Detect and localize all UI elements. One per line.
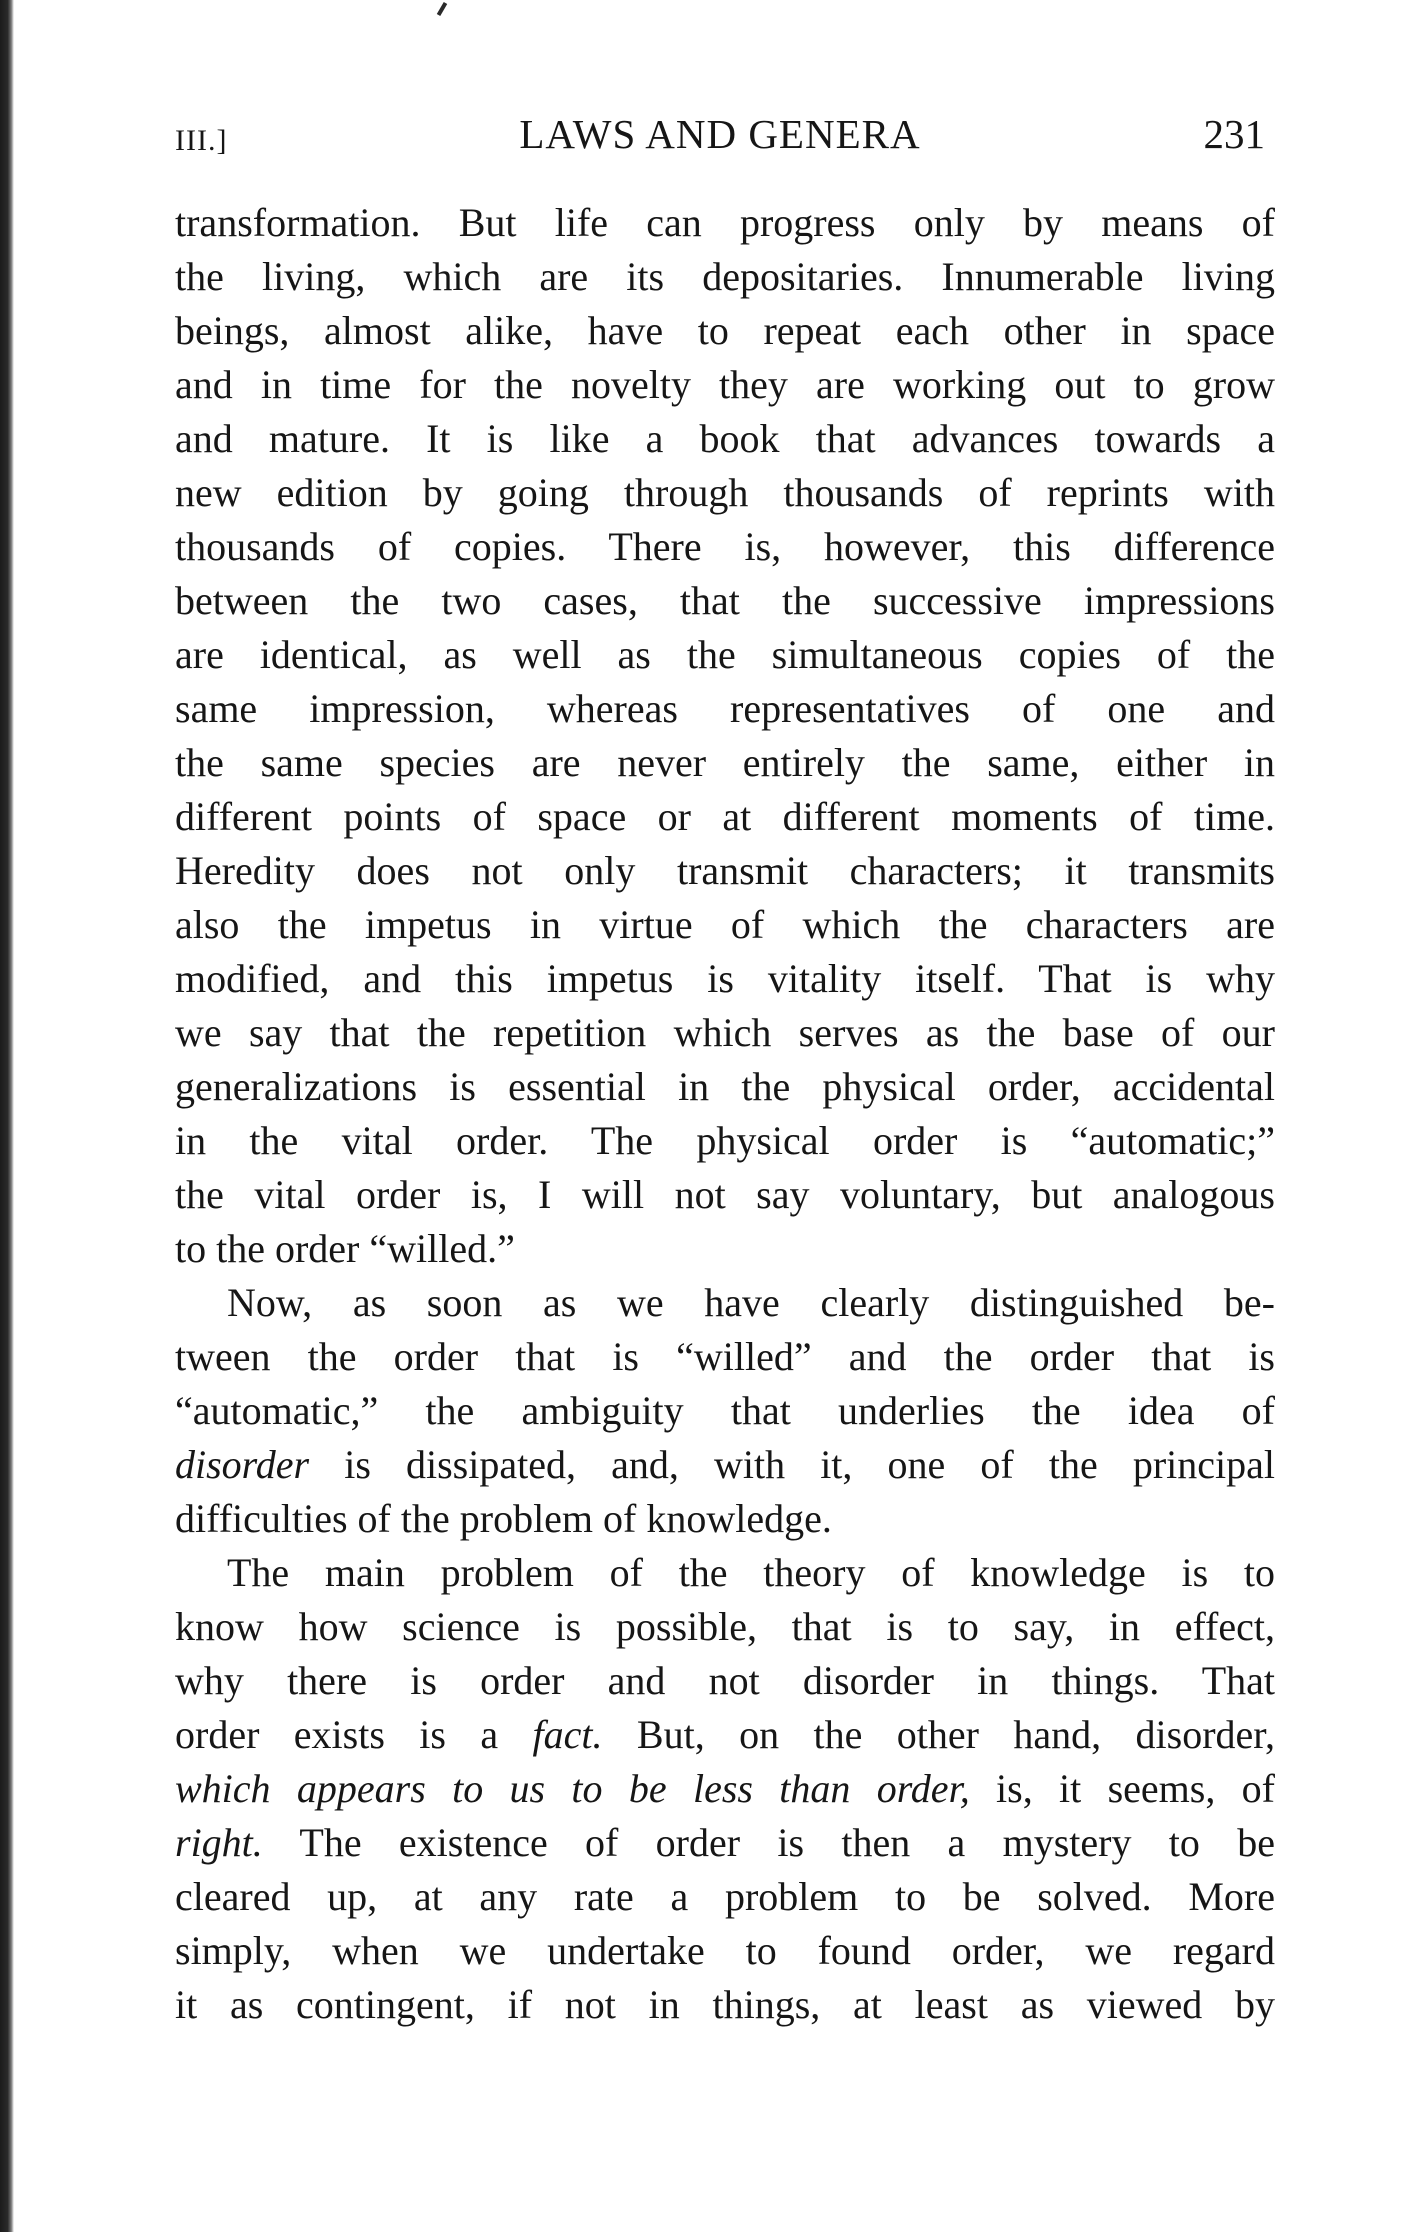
text-line: [175, 1762, 1275, 1816]
text-line: [175, 1816, 1275, 1870]
text-line: and mature. It is like a book that advances towards a: [175, 416, 1275, 461]
italic-term: right.: [175, 1820, 263, 1865]
text-span: is dissipated, and, with it, one of the principal: [309, 1442, 1275, 1487]
text-line: why there is order and not disorder in things. That: [175, 1658, 1275, 1703]
text-line: beings, almost alike, have to repeat each other in space: [175, 308, 1275, 353]
text-line: [175, 1708, 1275, 1762]
page-number: 231: [1203, 111, 1265, 157]
text-line: Now, as soon as we have clearly distinguished be-: [227, 1280, 1275, 1325]
text-line: The main problem of the theory of knowledge is to: [227, 1550, 1275, 1595]
text-line: generalizations is essential in the physical order, accidental: [175, 1064, 1275, 1109]
text-line: tween the order that is “willed” and the order that is: [175, 1334, 1275, 1379]
text-line: also the impetus in virtue of which the characters are: [175, 902, 1275, 947]
italic-phrase: which appears to us to be less than order,: [175, 1766, 970, 1811]
text-line: we say that the repetition which serves as the base of our: [175, 1010, 1275, 1055]
text-line: new edition by going through thousands of reprints with: [175, 470, 1275, 515]
text-line: the vital order is, I will not say voluntary, but analogous: [175, 1172, 1275, 1217]
text-line: “automatic,” the ambiguity that underlies the idea of: [175, 1388, 1275, 1433]
text-line: thousands of copies. There is, however, this difference: [175, 524, 1275, 569]
text-span: order exists is a: [175, 1712, 533, 1757]
text-line: transformation. But life can progress only by means of: [175, 200, 1275, 245]
text-line: [175, 1438, 1275, 1492]
text-line: the living, which are its depositaries. Innumerable living: [175, 254, 1275, 299]
text-line: and in time for the novelty they are working out to grow: [175, 362, 1275, 407]
text-line: are identical, as well as the simultaneous copies of the: [175, 632, 1275, 677]
binding-edge: [0, 0, 14, 2232]
italic-term: disorder: [175, 1442, 310, 1487]
text-line: cleared up, at any rate a problem to be solved. More: [175, 1874, 1275, 1919]
text-line: same impression, whereas representatives of one and: [175, 686, 1275, 731]
text-line: modified, and this impetus is vitality itself. That is why: [175, 956, 1275, 1001]
paragraph-3: [175, 1546, 1275, 2032]
text-line: in the vital order. The physical order is “automatic;”: [175, 1118, 1275, 1163]
stray-ink-mark: [437, 2, 447, 16]
paragraph-2: [175, 1276, 1275, 1546]
text-line: to the order “willed.”: [175, 1226, 515, 1271]
running-title: LAWS AND GENERA: [519, 111, 921, 157]
text-line: it as contingent, if not in things, at least as viewed by: [175, 1982, 1275, 2027]
running-head: [175, 106, 1265, 166]
text-line: difficulties of the problem of knowledge.: [175, 1496, 832, 1541]
text-span: But, on the other hand, disorder,: [602, 1712, 1275, 1757]
italic-term: fact.: [532, 1712, 603, 1757]
body-text: [175, 196, 1275, 2032]
section-marker: III.]: [175, 124, 228, 157]
paragraph-1: [175, 196, 1275, 1276]
text-line: different points of space or at different moments of time.: [175, 794, 1275, 839]
text-line: simply, when we undertake to found order, we regard: [175, 1928, 1275, 1973]
text-line: between the two cases, that the successive impressions: [175, 578, 1275, 623]
text-span: The existence of order is then a mystery to be: [262, 1820, 1275, 1865]
text-span: is, it seems, of: [969, 1766, 1276, 1811]
text-line: Heredity does not only transmit characters; it transmits: [175, 848, 1275, 893]
text-line: the same species are never entirely the same, either in: [175, 740, 1275, 785]
text-line: know how science is possible, that is to say, in effect,: [175, 1604, 1275, 1649]
